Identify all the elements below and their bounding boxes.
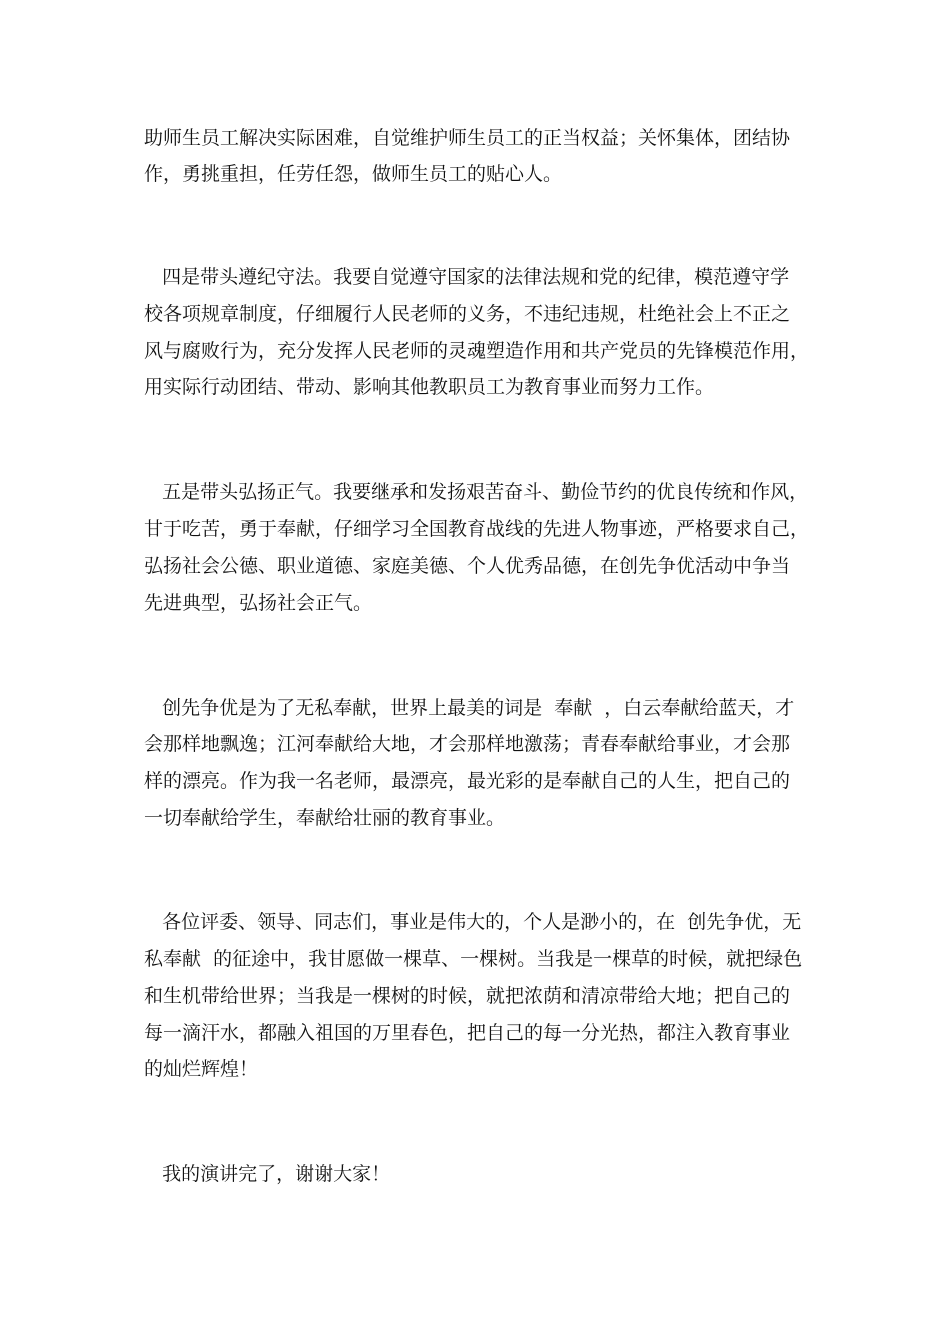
- paragraph-line: 会那样地飘逸；江河奉献给大地，才会那样地激荡；青春奉献给事业，才会那: [144, 733, 791, 755]
- paragraph-line: 作，勇挑重担，任劳任怨，做师生员工的贴心人。: [144, 163, 563, 185]
- paragraph-line: 各位评委、领导、同志们，事业是伟大的，个人是渺小的，在 创先争优，无: [144, 911, 802, 933]
- paragraph-line: 风与腐败行为，充分发挥人民老师的灵魂塑造作用和共产党员的先锋模范作用，: [144, 340, 810, 362]
- paragraph-line: 先进典型，弘扬社会正气。: [144, 592, 373, 614]
- paragraph-line: 助师生员工解决实际困难，自觉维护师生员工的正当权益；关怀集体，团结协: [144, 127, 791, 149]
- paragraph-line: 校各项规章制度，仔细履行人民老师的义务，不违纪违规，杜绝社会上不正之: [144, 303, 791, 325]
- paragraph-line: 每一滴汗水，都融入祖国的万里春色，把自己的每一分光热，都注入教育事业: [144, 1022, 791, 1044]
- closing-line: 我的演讲完了，谢谢大家！: [144, 1163, 391, 1185]
- paragraph-line: 和生机带给世界；当我是一棵树的时候，就把浓荫和清凉带给大地；把自己的: [144, 985, 791, 1007]
- paragraph-line: 样的漂亮。作为我一名老师，最漂亮，最光彩的是奉献自己的人生，把自己的: [144, 770, 791, 792]
- paragraph-line: 私奉献 的征途中，我甘愿做一棵草、一棵树。当我是一棵草的时候，就把绿色: [144, 948, 803, 970]
- paragraph-line: 创先争优是为了无私奉献，世界上最美的词是 奉献 ，白云奉献给蓝天，才: [144, 697, 795, 719]
- paragraph-line: 甘于吃苦，勇于奉献，仔细学习全国教育战线的先进人物事迹，严格要求自己，: [144, 518, 810, 540]
- paragraph-line: 弘扬社会公德、职业道德、家庭美德、个人优秀品德，在创先争优活动中争当: [144, 555, 791, 577]
- paragraph-line: 一切奉献给学生，奉献给壮丽的教育事业。: [144, 807, 506, 829]
- paragraph-line: 五是带头弘扬正气。我要继承和发扬艰苦奋斗、勤俭节约的优良传统和作风，: [144, 481, 809, 503]
- paragraph-line: 四是带头遵纪守法。我要自觉遵守国家的法律法规和党的纪律，模范遵守学: [144, 266, 790, 288]
- paragraph-line: 的灿烂辉煌！: [144, 1058, 259, 1080]
- paragraph-line: 用实际行动团结、带动、影响其他教职员工为教育事业而努力工作。: [144, 376, 715, 398]
